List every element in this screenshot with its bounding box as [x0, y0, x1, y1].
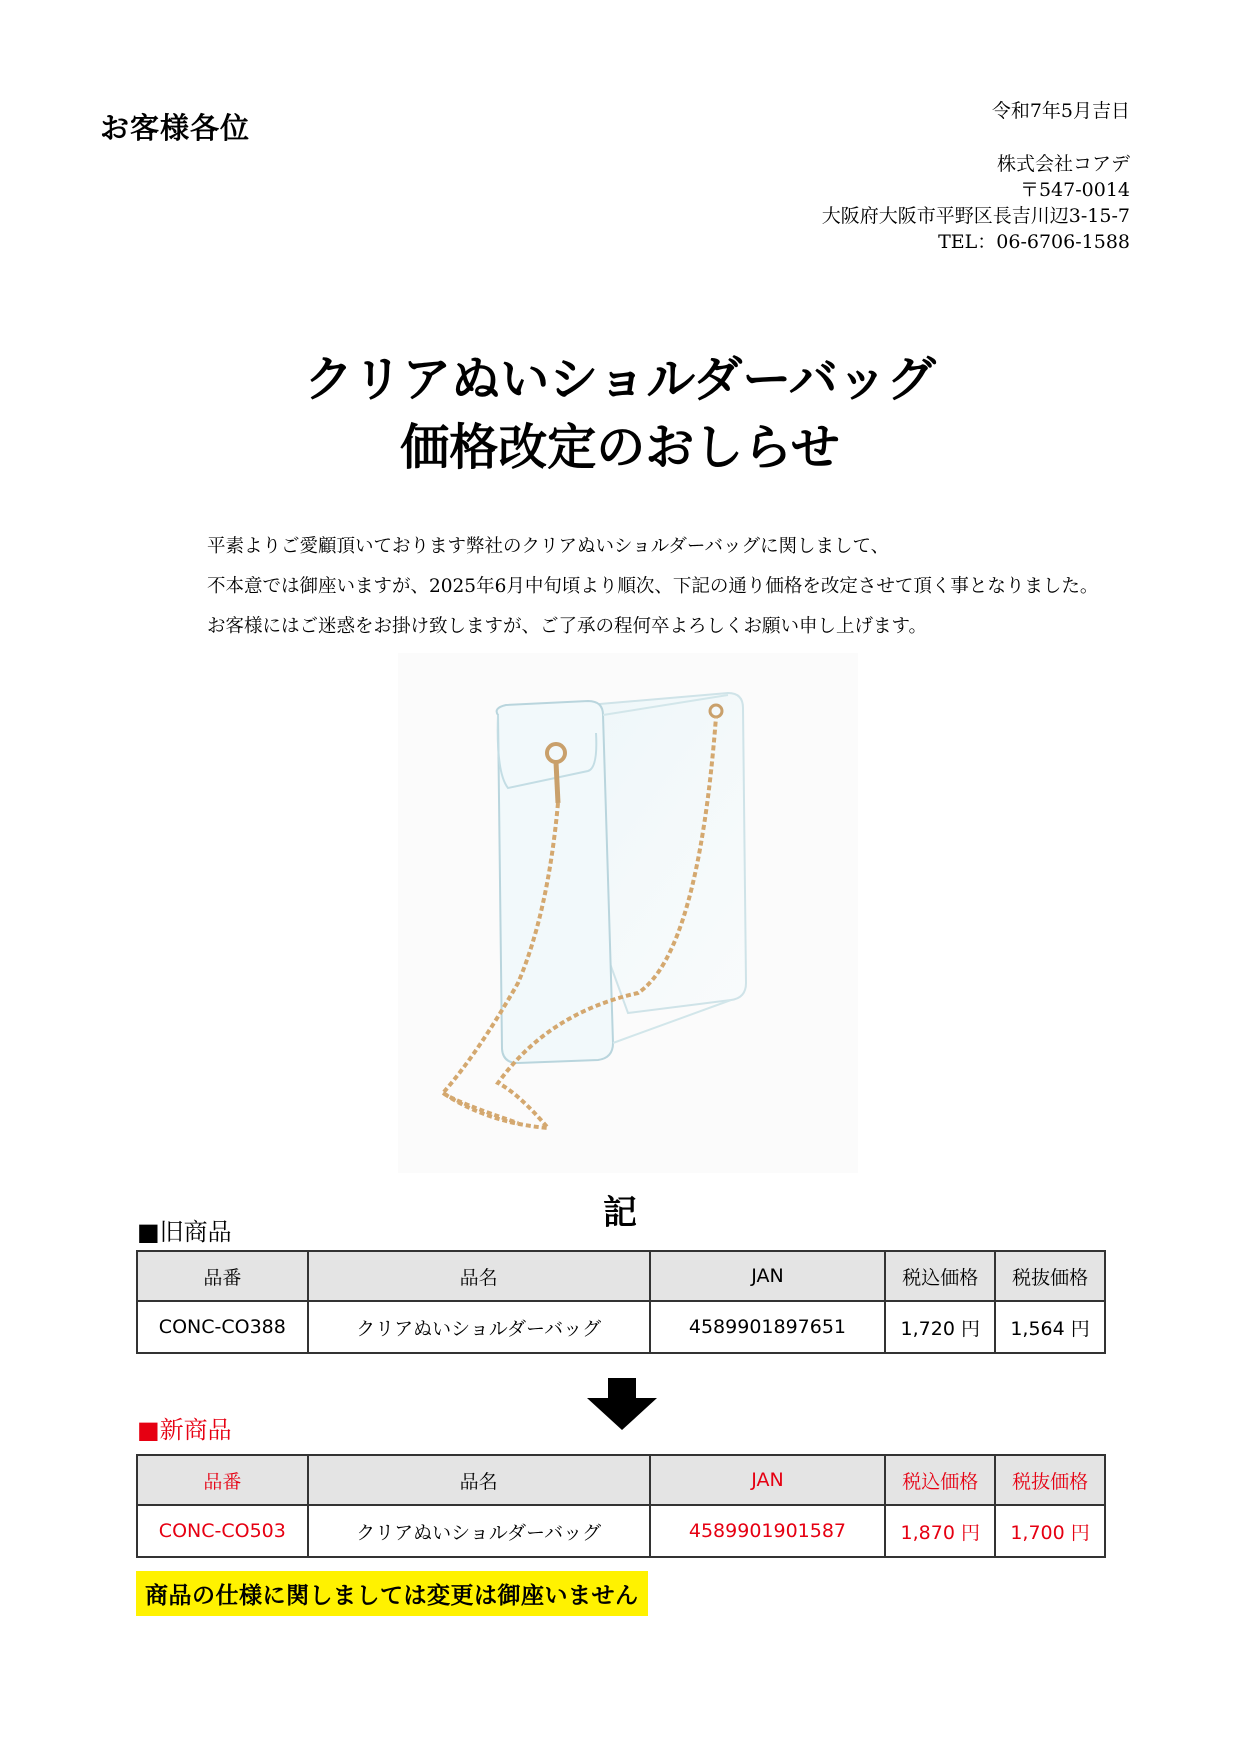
- cell-jan: 4589901901587: [650, 1505, 886, 1557]
- header-product-name: 品名: [308, 1455, 650, 1505]
- body-line-2: 不本意では御座いますが、2025年6月中旬頃より順次、下記の通り価格を改定させて頂く事となりました。: [207, 576, 1099, 597]
- header-price-incl-tax: 税込価格: [885, 1455, 995, 1505]
- addressee: お客様各位: [100, 111, 251, 145]
- header-price-incl-tax: 税込価格: [885, 1251, 995, 1301]
- cell-price-incl-tax: 1,870 円: [885, 1505, 995, 1557]
- ki-heading: 記: [603, 1193, 637, 1233]
- title-line-1: クリアぬいショルダーバッグ: [304, 350, 936, 408]
- body-line-3: お客様にはご迷惑をお掛け致しますが、ご了承の程何卒よろしくお願い申し上げます。: [207, 616, 928, 637]
- cell-price-excl-tax: 1,564 円: [995, 1301, 1105, 1353]
- cell-price-incl-tax: 1,720 円: [885, 1301, 995, 1353]
- old-product-label: ■旧商品: [137, 1218, 232, 1246]
- company-address: 大阪府大阪市平野区長吉川辺3-15-7: [821, 205, 1130, 227]
- body-line-1: 平素よりご愛顧頂いております弊社のクリアぬいショルダーバッグに関しまして、: [207, 536, 890, 557]
- header-price-excl-tax: 税抜価格: [995, 1455, 1105, 1505]
- header-price-excl-tax: 税抜価格: [995, 1251, 1105, 1301]
- header-part-number: 品番: [137, 1455, 308, 1505]
- header-jan: JAN: [650, 1251, 886, 1301]
- cell-part-number: CONC-CO503: [137, 1505, 308, 1557]
- down-arrow-icon: [587, 1378, 657, 1434]
- company-tel: TEL：06-6706-1588: [938, 231, 1130, 253]
- company-name: 株式会社コアデ: [996, 153, 1130, 175]
- cell-product-name: クリアぬいショルダーバッグ: [308, 1301, 650, 1353]
- cell-product-name: クリアぬいショルダーバッグ: [308, 1505, 650, 1557]
- postal-code: 〒547-0014: [1019, 179, 1130, 201]
- new-product-table: [136, 1454, 1106, 1558]
- cell-price-excl-tax: 1,700 円: [995, 1505, 1105, 1557]
- cell-jan: 4589901897651: [650, 1301, 886, 1353]
- old-product-table: [136, 1250, 1106, 1354]
- cell-part-number: CONC-CO388: [137, 1301, 308, 1353]
- sender-block: [822, 98, 1130, 255]
- clear-bag-illustration: [398, 653, 858, 1173]
- spec-unchanged-notice: 商品の仕様に関しましては変更は御座いません: [136, 1571, 648, 1616]
- header-product-name: 品名: [308, 1251, 650, 1301]
- new-product-label: ■新商品: [137, 1416, 232, 1444]
- product-photo: [398, 653, 858, 1173]
- header-jan: JAN: [650, 1455, 886, 1505]
- body-text: [207, 527, 1098, 647]
- table-header-row: [137, 1455, 1105, 1505]
- table-header-row: [137, 1251, 1105, 1301]
- table-row: [137, 1301, 1105, 1353]
- issue-date: 令和7年5月吉日: [991, 100, 1130, 122]
- title-line-2: 価格改定のおしらせ: [400, 418, 840, 476]
- table-row: [137, 1505, 1105, 1557]
- header-part-number: 品番: [137, 1251, 308, 1301]
